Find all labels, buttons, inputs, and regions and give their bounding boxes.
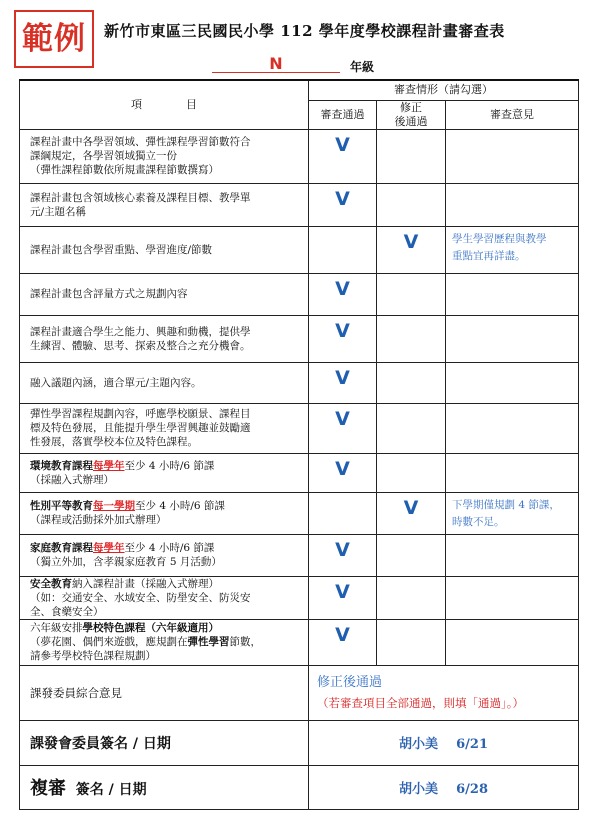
check-mark-icon: V [335, 623, 350, 646]
committee-signature-field[interactable] [309, 720, 579, 765]
check-mark-icon: V [403, 496, 419, 519]
committee-comment-note: （若審查項目全部通過，則填「通過」。） [317, 695, 524, 710]
review-row [20, 534, 579, 576]
revise-checkbox-cell[interactable] [377, 315, 446, 362]
review-row [20, 453, 579, 492]
committee-comment-value: 修正後通過 [317, 674, 383, 690]
review-opinion-cell[interactable] [446, 534, 579, 576]
check-mark-icon: V [335, 580, 350, 603]
revise-checkbox-cell[interactable] [377, 534, 446, 576]
grade-field[interactable] [212, 54, 340, 73]
pass-checkbox-cell[interactable] [309, 453, 377, 492]
review-opinion-cell[interactable] [446, 183, 579, 226]
check-mark-icon: V [403, 230, 419, 253]
pass-checkbox-cell[interactable] [309, 403, 377, 453]
review-row [20, 183, 579, 226]
check-mark-icon: V [335, 187, 350, 210]
review-opinion-cell[interactable] [446, 453, 579, 492]
grade-suffix: 年級 [350, 60, 375, 74]
review-item-text: 環境教育課程每學年至少 4 小時/6 節課 （採融入式辦理） [20, 453, 309, 492]
grade-value: N [269, 54, 283, 73]
pass-checkbox-cell[interactable] [309, 534, 377, 576]
pass-checkbox-cell[interactable] [309, 226, 377, 273]
committee-signature-name: 胡小美 [399, 737, 439, 752]
example-stamp: 範例 [14, 10, 94, 68]
pass-column-header: 審查通過 [309, 100, 377, 129]
second-review-signature-name: 胡小美 [399, 781, 439, 797]
revise-column-header: 修正 後通過 [377, 100, 446, 129]
revise-checkbox-cell[interactable] [377, 453, 446, 492]
check-mark-icon: V [335, 457, 350, 480]
review-item-text: 彈性學習課程規劃內容，呼應學校願景、課程目 標及特色發展，且能提升學生學習興趣並鼓勵適 性發展，落實學校本位及特色課程。 [20, 403, 309, 453]
review-opinion-cell[interactable]: 下學期僅規劃 4 節課， 時數不足。 [446, 492, 579, 534]
revise-checkbox-cell[interactable] [377, 273, 446, 315]
pass-checkbox-cell[interactable] [309, 576, 377, 619]
review-row [20, 619, 579, 665]
review-opinion-cell[interactable] [446, 129, 579, 183]
review-opinion-cell[interactable] [446, 403, 579, 453]
review-opinion-cell[interactable] [446, 273, 579, 315]
item-header: 項 目 [20, 80, 309, 129]
review-row [20, 129, 579, 183]
revise-checkbox-cell[interactable] [377, 362, 446, 403]
review-item-text: 家庭教育課程每學年至少 4 小時/6 節課 （獨立外加，含孝親家庭教育 5 月活動） [20, 534, 309, 576]
review-item-text: 課程計畫中各學習領域、彈性課程學習節數符合 課綱規定，各學習領域獨立一份 （彈性課程節數依所規畫課程節數撰寫） [20, 129, 309, 183]
second-review-signature-field[interactable] [309, 765, 579, 809]
review-opinion-cell[interactable]: 學生學習歷程與教學 重點宜再詳盡。 [446, 226, 579, 273]
review-row [20, 362, 579, 403]
pass-checkbox-cell[interactable] [309, 619, 377, 665]
review-item-text: 課程計畫包含評量方式之規劃內容 [20, 273, 309, 315]
pass-checkbox-cell[interactable] [309, 183, 377, 226]
review-item-text: 六年級安排學校特色課程（六年級適用） （夢花園、偶們來遊戲，應規劃在彈性學習節數， 請參考學校特色課程規劃） [20, 619, 309, 665]
review-opinion-cell[interactable] [446, 362, 579, 403]
check-mark-icon: V [335, 277, 350, 300]
review-table [19, 79, 579, 810]
revise-checkbox-cell[interactable] [377, 183, 446, 226]
review-item-text: 課程計畫適合學生之能力、興趣和動機，提供學 生練習、體驗、思考、探索及整合之充分機會。 [20, 315, 309, 362]
pass-checkbox-cell[interactable] [309, 362, 377, 403]
revise-checkbox-cell[interactable] [377, 129, 446, 183]
review-opinion-cell[interactable] [446, 315, 579, 362]
revise-checkbox-cell[interactable] [377, 492, 446, 534]
review-item-text: 融入議題內涵，適合單元/主題內容。 [20, 362, 309, 403]
review-row [20, 226, 579, 273]
check-mark-icon: V [335, 538, 350, 561]
check-mark-icon: V [335, 366, 350, 389]
review-item-text: 安全教育納入課程計畫（採融入式辦理） （如：交通安全、水域安全、防壆安全、防災安 全、食藥安全） [20, 576, 309, 619]
second-review-signature-date: 6/28 [456, 781, 489, 797]
revise-checkbox-cell[interactable] [377, 619, 446, 665]
check-mark-icon: V [335, 133, 350, 156]
committee-signature-label: 課發會委員簽名 / 日期 [20, 720, 309, 765]
pass-checkbox-cell[interactable] [309, 492, 377, 534]
check-mark-icon: V [335, 407, 350, 430]
review-opinion-cell[interactable] [446, 576, 579, 619]
review-row [20, 315, 579, 362]
review-item-text: 性別平等教育每一學期至少 4 小時/6 節課 （課程或活動採外加式辦理） [20, 492, 309, 534]
committee-comment-label: 課發委員綜合意見 [20, 665, 309, 720]
revise-checkbox-cell[interactable] [377, 576, 446, 619]
review-row [20, 273, 579, 315]
opinion-column-header: 審查意見 [446, 100, 579, 129]
review-group-header: 審查情形（請勾選） [309, 80, 579, 100]
review-item-text: 課程計畫包含領域核心素養及課程目標、教學單 元/主題名稱 [20, 183, 309, 226]
second-review-signature-label: 複審 簽名 / 日期 [20, 765, 309, 809]
pass-checkbox-cell[interactable] [309, 315, 377, 362]
check-mark-icon: V [335, 319, 350, 342]
pass-checkbox-cell[interactable] [309, 273, 377, 315]
review-row [20, 403, 579, 453]
committee-signature-date: 6/21 [456, 737, 489, 752]
committee-comment-field[interactable] [309, 665, 579, 720]
review-row [20, 492, 579, 534]
form-title: 新竹市東區三民國民小學 112 學年度學校課程計畫審查表 [104, 22, 505, 40]
review-opinion-cell[interactable] [446, 619, 579, 665]
pass-checkbox-cell[interactable] [309, 129, 377, 183]
revise-checkbox-cell[interactable] [377, 226, 446, 273]
revise-checkbox-cell[interactable] [377, 403, 446, 453]
review-row [20, 576, 579, 619]
review-item-text: 課程計畫包含學習重點、學習進度/節數 [20, 226, 309, 273]
